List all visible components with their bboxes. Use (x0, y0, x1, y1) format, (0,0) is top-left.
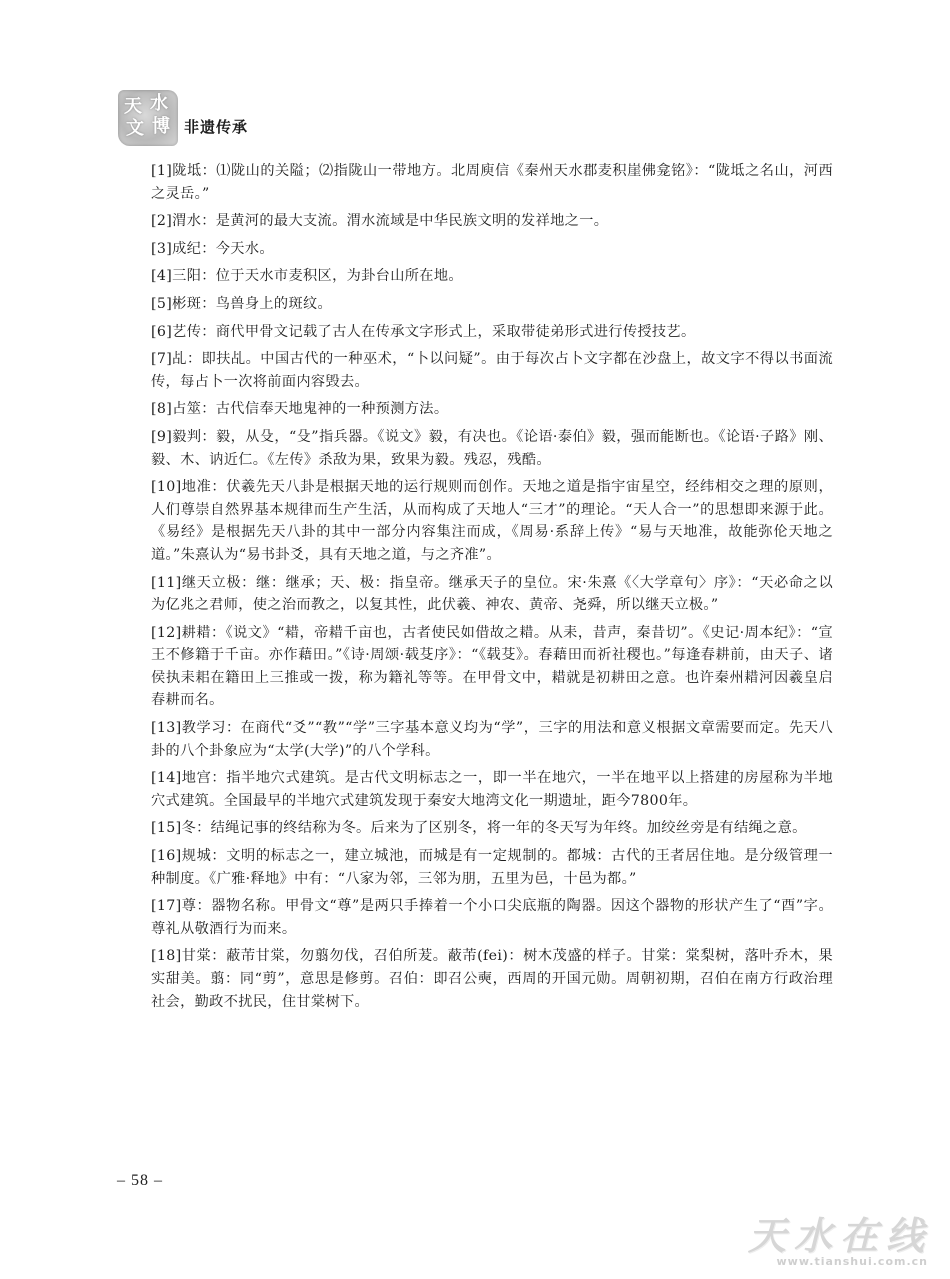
footnote-text: 成纪：今天水。 (172, 240, 274, 257)
logo-glyph: 博 (152, 116, 170, 137)
footnote-number: [14] (151, 770, 182, 787)
page-header (118, 90, 438, 150)
footnote (151, 845, 833, 890)
logo-glyph: 水 (150, 93, 168, 114)
footnotes-list (151, 160, 833, 1018)
footnote-text: 毅判：毅，从殳，“殳”指兵器。《说文》毅，有决也。《论语·泰伯》毅，强而能断也。《论语·子路》刚、毅、木、讷近仁。《左传》杀敌为果，致果为毅。残忍，残酷。 (151, 428, 833, 468)
publication-logo (118, 90, 178, 146)
footnote-number: [7] (151, 351, 173, 368)
footnote (151, 622, 833, 712)
footnote (151, 398, 833, 421)
footnote-number: [4] (151, 268, 173, 285)
footnote (151, 293, 833, 316)
footnote-text: 尊：器物名称。甲骨文“尊”是两只手捧着一个小口尖底瓶的陶器。因这个器物的形状产生了“酉”字。尊礼从敬酒行为而来。 (151, 898, 833, 937)
watermark-url: www.tianshui.com.cn (776, 1255, 928, 1268)
footnote-text: 占筮：古代信奉天地鬼神的一种预测方法。 (172, 401, 449, 418)
footnote-number: [6] (151, 323, 173, 340)
footnote-number: [8] (151, 401, 173, 418)
footnote-number: [17] (151, 898, 182, 915)
footnote (151, 321, 833, 344)
page-number: – 58 – (117, 1172, 163, 1189)
footnote-text: 教学习：在商代“爻”“教”“学”三字基本意义均为“学”，三字的用法和意义根据文章需要而定。先天八卦的八个卦象应为“太学(大学)”的八个学科。 (151, 720, 833, 759)
footnote-text: 渭水：是黄河的最大支流。渭水流域是中华民族文明的发祥地之一。 (172, 213, 609, 230)
footnote (151, 160, 833, 205)
footnote (151, 717, 833, 762)
footnote-number: [13] (151, 720, 182, 737)
site-watermark (722, 1205, 932, 1269)
footnote-text: 陇坻：⑴陇山的关隘；⑵指陇山一带地方。北周庾信《秦州天水郡麦积崖佛龛铭》：“陇坻之名山，河西之灵岳。” (151, 163, 833, 202)
footnote-text: 艺传：商代甲骨文记载了古人在传承文字形式上，采取带徒弟形式进行传授技艺。 (172, 323, 696, 340)
footnote-number: [5] (151, 295, 173, 312)
footnote-text: 乩：即扶乩。中国古代的一种巫术，“卜以问疑”。由于每次占卜文字都在沙盘上，故文字不得以书面流传，每占卜一次将前面内容毁去。 (151, 351, 833, 390)
footnote (151, 238, 833, 261)
footnote-text: 地宫：指半地穴式建筑。是古代文明标志之一，即一半在地穴，一半在地平以上搭建的房屋称为半地穴式建筑。全国最早的半地穴式建筑发现于秦安大地湾文化一期遗址，距今7800年。 (151, 770, 833, 809)
footnote-number: [15] (151, 820, 182, 837)
footnote-number: [12] (151, 624, 182, 641)
footnote-number: [1] (151, 163, 173, 179)
footnote-number: [18] (151, 948, 182, 965)
footnote (151, 265, 833, 288)
footnote (151, 817, 833, 840)
footnote-number: [3] (151, 240, 173, 257)
logo-glyph: 文 (126, 118, 144, 139)
footnote-text: 甘棠：蔽芾甘棠，勿翦勿伐，召伯所茇。蔽芾(fei)：树木茂盛的样子。甘棠：棠梨树，落叶乔木，果实甜美。翦：同“剪”，意思是修剪。召伯：即召公奭，西周的开国元勋。周朝初期，召伯在南方行政治理社会，勤政不扰民，住甘棠树下。 (151, 948, 833, 1010)
footnote (151, 210, 833, 233)
footnote-text: 规城：文明的标志之一，建立城池，而城是有一定规制的。都城：古代的王者居住地。是分级管理一种制度。《广雅·释地》中有：“八家为邻，三邻为朋，五里为邑，十邑为都。” (151, 848, 833, 887)
footnote (151, 895, 833, 940)
section-title: 非遗传承 (184, 118, 249, 136)
footnote-text: 冬：结绳记事的终结称为冬。后来为了区别冬，将一年的冬天写为年终。加绞丝旁是有结绳之意。 (181, 820, 807, 837)
footnote-text: 地准：伏羲先天八卦是根据天地的运行规则而创作。天地之道是指宇宙星空，经纬相交之理的原则，人们尊崇自然界基本规律而生产生活，从而构成了天地人“三才”的理论。“天人合一”的思想即来源于此。《易经》是根据先天八卦的其中一部分内容集注而成，《周易·系辞上传》“易与天地准，故能弥伦天地之道。”朱熹认为“易书卦爻，具有天地之道，与之齐准”。 (151, 479, 833, 563)
footnote-number: [10] (151, 479, 182, 496)
footnote-number: [16] (151, 848, 182, 865)
footnote (151, 426, 833, 471)
footnote (151, 572, 833, 617)
watermark-logo: 天水在线 (747, 1214, 932, 1258)
footnote (151, 767, 833, 812)
logo-glyph: 天 (124, 96, 142, 117)
footnote-number: [9] (151, 428, 173, 445)
footnote (151, 945, 833, 1013)
footnote-number: [11] (151, 574, 182, 591)
footnote-text: 继天立极：继：继承；天、极：指皇帝。继承天子的皇位。宋·朱熹《〈大学章句〉序》：“天必命之以为亿兆之君师，使之治而教之，以复其性，此伏羲、神农、黄帝、尧舜，所以继天立极。” (151, 574, 833, 614)
footnote (151, 348, 833, 393)
footnote-number: [2] (151, 213, 173, 230)
footnote-text: 耕耤：《说文》“耤，帝耤千亩也，古者使民如借故之耤。从耒，昔声，秦昔切”。《史记·周本纪》：“宣王不修籍于千亩。亦作藉田。”《诗·周颂·载芟序》：“《载芟》。春藉田而祈社稷也。”每逢春耕前，由天子、诸侯执耒耜在籍田上三推或一拨，称为籍礼等等。在甲骨文中，耤就是初耕田之意。也许秦州耤河因羲皇启春耕而名。 (151, 624, 833, 709)
footnote (151, 476, 833, 566)
footnote-text: 三阳：位于天水市麦积区，为卦台山所在地。 (172, 268, 463, 285)
footnote-text: 彬斑：鸟兽身上的斑纹。 (172, 295, 333, 312)
